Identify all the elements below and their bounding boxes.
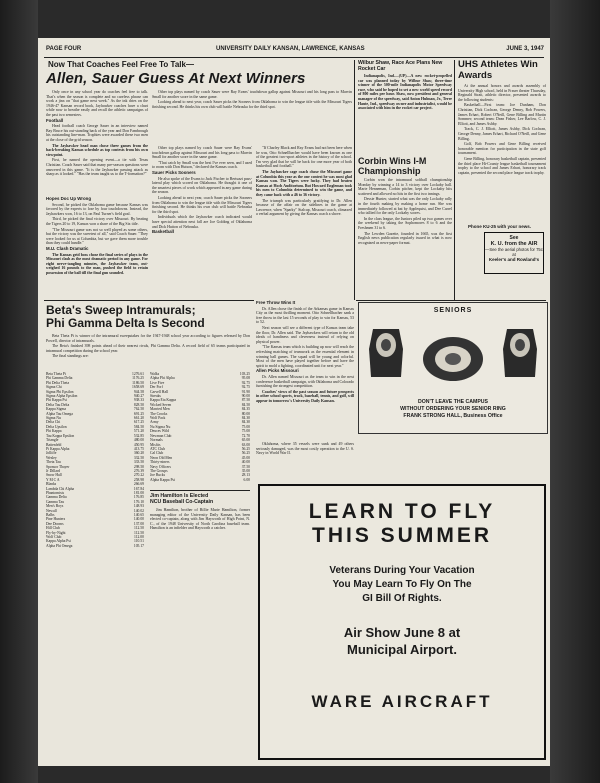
team-points: 176.85 xyxy=(133,495,144,500)
team-points: 176.10 xyxy=(133,499,144,504)
team-name: Alpha Phi Alpha xyxy=(150,376,175,381)
team-name: Snow Hall xyxy=(46,473,62,478)
scan-shadow-left xyxy=(0,0,38,783)
ad-line: GI Bill Of Rights. xyxy=(362,593,442,604)
team-points: 413.75 xyxy=(133,446,144,451)
team-name: Wolf Pack xyxy=(150,416,166,421)
team-points: 1658.69 xyxy=(132,385,144,390)
team-name: Sponsor Thayer xyxy=(46,464,70,469)
team-points: 56.25 xyxy=(241,446,250,451)
section-rule xyxy=(356,300,546,301)
team-name: Newall xyxy=(46,508,57,513)
paragraph: Next season will see a different type of Kansas team take the floor, Dr. Allen said. The Jayhawkers will return to the old ideals of handiness and cleverness instead of relying on physical power. xyxy=(256,325,354,344)
column-rule xyxy=(454,60,455,300)
scan-shadow-right xyxy=(550,0,600,783)
story2-kicker: Wilbur Shaw, Race Ace Plans New Rocket Car xyxy=(358,60,443,72)
team-points: 940.27 xyxy=(133,394,144,399)
team-points: 6.00 xyxy=(243,477,250,482)
seniors-ring-ad xyxy=(358,302,548,434)
team-points: 84.30 xyxy=(241,416,250,421)
team-name: Kappa Eta Kappa xyxy=(150,398,177,403)
story5-headline xyxy=(46,304,205,330)
subhead: M.U. Clash Dramatic xyxy=(46,245,89,251)
team-points: 1176.25 xyxy=(132,376,144,381)
paragraph: The final standings are: xyxy=(52,354,89,359)
team-points: 112.50 xyxy=(133,526,144,531)
story5-body xyxy=(46,334,250,372)
headline-line: NCU Baseball Co-Captain xyxy=(150,499,214,506)
headline-line: Phi Gamma Delta Is Second xyxy=(46,316,205,330)
paragraph: Dr. Allen named Missouri as the team to win in the next conference basketball campaign, with Oklahoma and Colorado furnishing the strongest competition. xyxy=(256,374,354,389)
team-name: Carvell Hall xyxy=(150,389,169,394)
ad-line: DON'T LEAVE THE CAMPUS xyxy=(417,399,489,405)
team-points: 92.75 xyxy=(241,380,250,385)
team-points: 828.50 xyxy=(133,402,144,407)
aerial-photo-ad xyxy=(484,232,544,274)
team-name: Streaks xyxy=(150,394,161,399)
team-name: Joe Bucks xyxy=(150,473,166,478)
subhead: Allen Picks Missouri xyxy=(256,368,299,374)
team-name: Wolf Club xyxy=(46,535,62,540)
ad-title: THIS SUMMER xyxy=(312,524,492,547)
team-points: 95.08 xyxy=(241,376,250,381)
section-rule xyxy=(150,490,250,491)
team-name: Wesley xyxy=(46,455,57,460)
standings-table-b xyxy=(150,372,250,482)
team-name: Triangle xyxy=(46,438,59,443)
subhead: Football xyxy=(46,117,64,123)
paragraph: Jim Hamilton, brother of Billie Marie Hamilton, former managing editor of the University Daily Kansan, has been elected co-captain, along with Jim Hayworth of High Point, N. C., of the 1948 University of North Carolina baseball team. Hamilton is an infielder and Hayworth a catcher. xyxy=(150,508,250,531)
paragraph: Beta Theta Pi is winner of the intramural sweepstakes for the 1947-1948 school year according to figures released by Don Powell, director of intramurals. xyxy=(46,334,250,343)
team-name: Fly-by-Night xyxy=(46,530,66,535)
story1-lead-right xyxy=(152,90,352,144)
team-points: 72.70 xyxy=(241,433,250,438)
paragraph: "The Missouri game was not so well played as some others, but the victory was the sweetest of all," said Coach Sauer. "They were looked for us at Columbia, but we gave them more trouble than they could handle." xyxy=(46,227,148,246)
headline-line: Jim Hamilton Is Elected xyxy=(150,493,209,499)
paragraph: The Lewden Gazette, founded in 1665, was the first English news publication regularly issued in what is now recognized as news-paper format. xyxy=(358,231,452,245)
paragraph: Dr. Allen chose the finish of the Arkansas game in Kansas City as the most thrilling moment. Otto Schnellbacher sank a free throw in the last 15 seconds of play to win for Kansas, 53 to 52. xyxy=(256,306,354,325)
team-name: The Groups xyxy=(150,468,168,473)
team-name: Alpha Phi Omega xyxy=(46,543,73,548)
team-points: 45.00 xyxy=(241,455,250,460)
team-name: Blanks xyxy=(46,482,57,487)
ad-line: Air Show June 8 at xyxy=(343,625,461,640)
team-points: 1276.61 xyxy=(132,372,144,376)
paragraph: Track, C. J. Elliott, James Ashby, Dick Cochran, George Denny, James Erhart, Richard O'Neill, and Gene Billing. xyxy=(458,127,546,141)
ad-line: Municipal Airport. xyxy=(346,642,458,657)
team-name: Married Men xyxy=(150,407,170,412)
paragraph: Third, he picked the final victory over Missouri. By beating the Tigers 20 to 19, Kansas won a share of the Big Six title. xyxy=(46,217,148,226)
team-points: 571.20 xyxy=(133,429,144,434)
ad-copy xyxy=(260,564,544,606)
team-points: 944.58 xyxy=(133,389,144,394)
page-header xyxy=(46,44,544,56)
team-name: Phi Delta Theta xyxy=(46,380,70,385)
seniors-title: SENIORS xyxy=(433,307,473,314)
team-name: Balbs xyxy=(46,513,55,517)
team-points: 84.35 xyxy=(241,407,250,412)
team-points: 140.00 xyxy=(133,517,144,522)
standings-table-a xyxy=(46,372,144,548)
headline-line: Beta's Sweep Intramurals; xyxy=(46,303,196,317)
team-name: Nu Sigma Nu xyxy=(150,424,171,429)
team-name: Gamma Tau xyxy=(46,499,65,504)
team-name: Wicked Seven xyxy=(150,402,172,407)
ad-line: See xyxy=(509,235,519,241)
subhead: Free Throw Wins It xyxy=(256,300,296,305)
team-points: 532.85 xyxy=(133,433,144,438)
team-name: ATC Club xyxy=(150,446,166,451)
paragraph: Basketball—First team: Joe Dunham, Don Christian, Dick Cochran, George Denny, Bob Powers, James Erhart, Robert O'Neill, Gene Billing and Martin Sommer; second team: Dean Fisher, Lee Barlow, C. J. Elliott, and James Ashby. xyxy=(458,103,546,126)
team-points: 938.33 xyxy=(133,398,144,403)
subhead: Hopes Doc Up Wrong xyxy=(46,196,92,201)
standings-row xyxy=(150,478,250,482)
team-points: 617.25 xyxy=(133,420,144,425)
team-name: Newman Club xyxy=(150,433,172,438)
team-points: 92.75 xyxy=(241,385,250,390)
team-points: 80.00 xyxy=(241,411,250,416)
team-points: 90.00 xyxy=(241,394,250,399)
newspaper-page xyxy=(38,38,550,766)
team-name: Pi Kappa Alpha xyxy=(46,446,70,451)
team-points: 103.25 xyxy=(239,372,250,376)
team-points: 140.65 xyxy=(133,513,144,517)
standings-row xyxy=(46,544,144,548)
column-rule xyxy=(354,60,355,300)
team-points: 84.50 xyxy=(241,402,250,407)
team-points: 1186.50 xyxy=(132,380,144,385)
team-points: 584.50 xyxy=(133,424,144,429)
ring-left xyxy=(369,329,403,377)
team-name: Men's Boys xyxy=(46,504,64,509)
team-name: Cal Club xyxy=(150,451,164,456)
team-name: Jolliffe xyxy=(46,451,57,456)
team-points: 112.50 xyxy=(133,530,144,535)
team-name: Delta Chi xyxy=(46,420,61,425)
ring-right xyxy=(503,329,537,377)
paragraph: Golf, Bob Powers and Gene Billing received honorable mention for participation in the state golf tournament. xyxy=(458,142,546,156)
team-name: Navy Officers xyxy=(150,464,171,469)
team-name: Dee Dooms xyxy=(46,521,64,526)
team-name: Misfits xyxy=(150,442,161,447)
team-name: Gamma Delta xyxy=(46,495,67,500)
team-points: 258.98 xyxy=(133,477,144,482)
team-points: 28.13 xyxy=(241,473,250,478)
paper-name: UNIVERSITY DAILY KANSAN, LAWRENCE, KANSAS xyxy=(216,46,365,52)
team-name: Pine Hunters xyxy=(46,517,66,522)
page-date: JUNE 3, 1947 xyxy=(506,46,544,52)
team-name: Phi Kappa Psi xyxy=(46,398,67,403)
team-name: Sigma Nu xyxy=(46,416,61,421)
team-name: Delta Upsilon xyxy=(46,424,67,429)
team-name: Kappa Alpha Psi xyxy=(46,539,71,544)
ad-line: Keeler's and Rowland's xyxy=(488,257,540,262)
team-name: Neon Old Men xyxy=(150,455,173,460)
team-points: 148.93 xyxy=(133,504,144,509)
team-name: Walks xyxy=(150,372,160,376)
paragraph: Dessie Hunter, started what was the only Lockaby rally in the fourth making by making a home run. She was immediately followed at bat by Applequist, and Dee Carrel who tallied for the only Lockaby scores. xyxy=(358,197,452,216)
paragraph: "If Charley Black and Ray Evans had not been here when he was, Otto Schnellbacher would have been known as one of the greatest two-sport athletes in the history of the school. I'm very glad that he will be back for one more year of both basketball and football." xyxy=(256,146,352,169)
paragraph: Head football coach George Sauer in an interview named Bay Bruce his out-standing back of the year and Don Fambrough his outstanding line-man. Trophies were awarded these two men at the close of the grid season. xyxy=(46,124,148,142)
team-name: Battenfeld xyxy=(46,442,62,447)
team-name: Live Five xyxy=(150,380,165,385)
team-name: Sigma Alpha Epsilon xyxy=(46,394,78,399)
ad-line: WITHOUT ORDERING YOUR SENIOR RING xyxy=(400,406,506,412)
team-name: Deuces Wild xyxy=(150,429,169,434)
team-points: 65.00 xyxy=(241,438,250,443)
team-points: 105.17 xyxy=(133,543,144,548)
story1-headline: Allen, Sauer Guess At Next Winners xyxy=(46,70,306,87)
paragraph: In the class league, the Juniors piled up two games over the weekend by taking the Sophomores 8 to 6 and the Freshmen 31 to 6. xyxy=(358,216,452,230)
story2-body xyxy=(358,74,452,152)
team-name: Beta Theta Pi xyxy=(46,372,67,376)
team-name: Jr Dillard xyxy=(46,468,61,473)
team-points: 298.50 xyxy=(133,464,144,469)
team-points: 181.00 xyxy=(133,490,144,495)
ad-line: You May Learn To Fly On The xyxy=(332,579,472,590)
team-points: 450.95 xyxy=(133,442,144,447)
paragraph: "That catch by Small was the best I've ever seen, and I used to room with Don Hutson," declared the Kansas coach. xyxy=(152,160,252,170)
story6-headline xyxy=(150,493,250,505)
story3-body xyxy=(458,84,546,222)
paragraph: The Beta's finished 398 points ahead of their nearest rivals, Phi Gamma Delta. A record field of 65 teams participated in intramural competition during the school year. xyxy=(46,344,250,353)
story1-column-2 xyxy=(152,146,252,298)
team-points: 333.50 xyxy=(133,460,144,465)
team-name: The Crooks xyxy=(150,411,168,416)
team-name: Phi Gamma Delta xyxy=(46,376,73,381)
team-points: 360.20 xyxy=(133,451,144,456)
ad-line: Veterans During Your Vacation xyxy=(329,565,475,576)
ring-center xyxy=(423,337,483,381)
ad-brand: WARE AIRCRAFT xyxy=(311,692,493,711)
paragraph: Looking ahead to next year, coach Sauer picks the Sooners from Oklahoma to win the league title with the Missouri Tigers finishing second. He thinks his own club will battle Nebraska for the third spot. xyxy=(152,195,252,214)
team-name: Army xyxy=(150,420,159,425)
team-name: Sigma Phi Epsilon xyxy=(46,389,74,394)
paragraph: "The Kansas team which is building up now will reach the refreshing matching of teamwork as the essential element in winning ball games. The squad will be young and colorful. Most of the men have played together before and have the spirit to mold a fighting, coordinated unit for next year." xyxy=(256,345,354,368)
paragraph: Oklahoma, where 35 vessels were sunk and 49 others seriously damaged, was the most costly operation to the U. S. Navy in World War II. xyxy=(256,442,354,456)
phone-note: Phone KU-25 with your news. xyxy=(468,224,532,229)
team-points: 37.50 xyxy=(241,464,250,469)
page-number: PAGE FOUR xyxy=(46,46,82,52)
paragraph: Corbin won the intramural softball championship Monday by winning a 14 to 3 victory over Lockaby hall. Marie Henneman, Corbin pitcher, kept the Lockaby hits scattered and allowed no hits in the first two innings. xyxy=(358,178,452,196)
team-points: 270.22 xyxy=(133,473,144,478)
team-points: 276.39 xyxy=(133,468,144,473)
subhead: Basketball xyxy=(152,229,174,235)
filler-item xyxy=(256,442,354,482)
team-points: 91.90 xyxy=(241,389,250,394)
team-points: 266.69 xyxy=(133,482,144,487)
team-points: 762.50 xyxy=(133,407,144,412)
team-points: 40.00 xyxy=(241,460,250,465)
ware-aircraft-ad xyxy=(258,484,546,760)
seniors-copy xyxy=(359,399,547,420)
team-name: Y M C A xyxy=(46,477,60,482)
paragraph: Gene Billing, honorary basketball captain, presented the third place Hi-County league basketball tournament trophy to the school and James Erhart, honorary track captain, presented the second place league track trophy. xyxy=(458,156,546,175)
paragraph: Indianapolis, Ind.—(UP)—A new rocket-propelled car was planned today by Wilbur Shaw, three-time winner of the 500-mile Indianapolis Motor Speedway race, who said he hoped to set a new world speed record of 800 miles per hour. Shaw, now president and general manager of the speedway, said Anton Hulman, Jr., Terre Haute, Ind., speedway owner and industrialist, would be associated with him in the rocket car project. xyxy=(358,74,452,111)
paragraph: Second, he picked the Oklahoma game because Kansas was favored by the experts to lose by four touchdowns. Instead, the Jayhawkers won, 16 to 13, on Paul Turner's field goal. xyxy=(46,202,148,216)
team-points: 137.00 xyxy=(133,521,144,526)
story4-headline: Corbin Wins I-M Championship xyxy=(358,156,427,176)
ad-copy xyxy=(260,624,544,658)
subhead: Sauer Picks Sooners xyxy=(152,169,196,175)
class-rings-illustration xyxy=(359,319,547,393)
team-name: Hill Club xyxy=(46,526,60,531)
header-rule xyxy=(44,57,544,58)
team-points: 167.84 xyxy=(133,486,144,491)
paragraph: At the annual honors and awards assembly of University High school, held in Fraser theater Thursday, Reginald Strait, athletic director, presented awards to the following students: xyxy=(458,84,546,102)
story6-body xyxy=(150,508,250,568)
team-points: 75.00 xyxy=(241,429,250,434)
team-name: Thirty-niners xyxy=(150,460,170,465)
story1-continuation xyxy=(256,300,354,440)
paragraph: The Jayhawker head man chose three games from the back-breaking Kansas schedule as top contests from his own viewpoint. xyxy=(46,143,148,157)
team-name: Phantomists xyxy=(46,490,65,495)
team-name: Sigma Chi xyxy=(46,385,62,390)
team-points: 691.25 xyxy=(133,411,144,416)
story4-body xyxy=(358,178,452,300)
paragraph: Other top plays named by coach Sauer were Ray Evans' touchdown gallop against Missouri and his long pass to Marvin Small for another score in the same game. xyxy=(152,146,252,160)
team-points: 480.00 xyxy=(133,438,144,443)
team-points: 112.00 xyxy=(133,535,144,540)
team-name: Delta Tau Delta xyxy=(46,402,70,407)
team-name: Alpha Kappa Psi xyxy=(150,477,175,482)
story1-column-1b xyxy=(46,196,148,296)
team-points: 332.50 xyxy=(133,455,144,460)
ad-line: —See the aerial photos for 75c at xyxy=(485,247,543,257)
team-points: 84.30 xyxy=(241,420,250,425)
paragraph: Only once in any school year do coaches feel free to talk. That's when the season is complete and no careless phrase can work a jinx on "that game next week." As the ink dries on the 1946-47 Kansan record book, Jayhawker coaches have a chart while now to breathe easily and recall the athletic campaigns of the past two semesters. xyxy=(46,90,148,117)
team-points: 56.25 xyxy=(241,451,250,456)
paragraph: First, he named the opening event—a tie with Texas Christian. Coach Sauer said that many pre-season questions were answered in this game. "It is the Jayhawker passing attack as sharp as it looked." "Has the team taught us to the T-formation?" xyxy=(46,158,148,177)
paragraph: The Kansas grid boss chose the final series of plays in the Missouri clash as the most dramatic period in any game. For eight nerve-tangling minutes, the Jayhawker team, out-weighed 16 pounds to the man, pushed the field to retain possession of the ball till the final gun sounded. xyxy=(46,252,148,275)
team-points: 87.50 xyxy=(241,398,250,403)
ad-line: FRANK STRONG HALL, Business Office xyxy=(403,413,503,419)
team-name: Normals xyxy=(150,438,163,443)
ad-title: LEARN TO FLY xyxy=(308,500,496,523)
story1-column-3 xyxy=(256,146,352,298)
team-points: 661.20 xyxy=(133,416,144,421)
paragraph: The triumph was particularly gratifying to Dr. Allen because of the affair on the sidelines in the game at Lawrence, when "Sparky" Stalcup, Missouri coach, climaxed a verbal argument by giving the Kansas coach a shove. xyxy=(256,198,352,217)
ad-line: K. U. from the AIR xyxy=(490,241,538,247)
paragraph: The Jayhawker cage coach chose the Missouri game at Columbia this year as the one contest he was most glad Kansas won. The Tigers were lucky. They had beaten Kansas at Hoch Auditorium. But Howard Engleman took his men to Columbia determined to win the game, and they came back with a 46 to 36 victory. xyxy=(256,169,352,197)
team-name: Alpha Tau Omega xyxy=(46,411,73,416)
team-name: Theta Tau xyxy=(46,460,61,465)
paragraph: Coaches' views of the past season and future prospects in other school sports, track, baseball, tennis, and golf, will appear in tomorrow's University Daily Kansan. xyxy=(256,389,354,403)
team-points: 63.00 xyxy=(241,442,250,447)
story3-headline: UHS Athletes Win Awards xyxy=(458,59,538,81)
story1-kicker: Now That Coaches Feel Free To Talk— xyxy=(48,60,194,69)
team-name: Phi Kappa xyxy=(46,429,62,434)
team-points: 110.51 xyxy=(133,539,144,544)
team-points: 35.00 xyxy=(241,468,250,473)
paragraph: He also spoke of the Evans to Jack Fischer to Bertuzzi pass-lateral play which scored on Oklahoma. He thought it one of the smartest pieces of work which appeared in any game during the season. xyxy=(152,176,252,195)
paragraph: Individuals which the Jayhawker coach indicated would have special attention next fall are Joe Golding of Oklahoma and Dick Hutton of Nebraska. xyxy=(152,215,252,229)
team-points: 140.02 xyxy=(133,508,144,513)
paragraph: Other top plays named by coach Sauer were Ray Evans' touchdown gallop against Missouri and his long pass to Marvin Small for another score in the same game. xyxy=(152,90,352,99)
team-name: Tau Kappa Epsilon xyxy=(46,433,75,438)
section-rule xyxy=(44,300,254,301)
team-name: Der Forf xyxy=(150,385,163,390)
paragraph: Looking ahead to next year, coach Sauer picks the Sooners from Oklahoma to win the league title with the Missouri Tigers finishing second. He thinks his own club will battle Nebraska for the third spot. xyxy=(152,100,352,109)
team-name: Kappa Sigma xyxy=(46,407,66,412)
team-points: 75.00 xyxy=(241,424,250,429)
team-name: Lambda Chi Alpha xyxy=(46,486,75,491)
